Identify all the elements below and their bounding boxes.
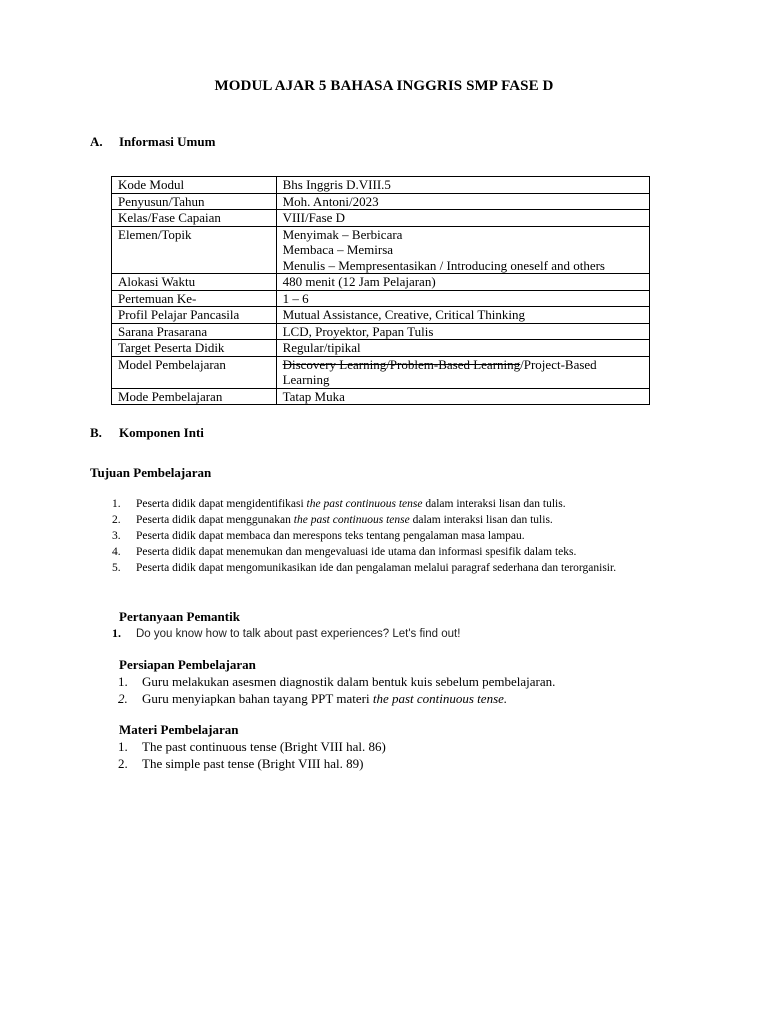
- table-row: [112, 226, 650, 274]
- value-rest: /Project-Based Learning: [282, 356, 597, 387]
- item-italic: the past continuous tense.: [372, 690, 508, 706]
- info-table: [111, 176, 650, 405]
- list-number: 4.: [112, 546, 121, 558]
- row-value-line: Membaca – Memirsa: [282, 242, 394, 257]
- row-value-line: Menyimak – Berbicara: [282, 226, 403, 242]
- section-a-heading: [90, 134, 215, 150]
- table-row: [112, 323, 650, 340]
- row-value: [276, 356, 649, 388]
- list-number: 2.: [118, 690, 128, 706]
- row-key: Model Pembelajaran: [112, 356, 277, 388]
- list-item: [118, 674, 555, 691]
- row-key: Pertemuan Ke-: [112, 290, 277, 307]
- row-key: Mode Pembelajaran: [112, 388, 277, 405]
- tujuan-heading: Tujuan Pembelajaran: [90, 465, 212, 480]
- tujuan-list: [112, 496, 677, 576]
- item-text: Peserta didik dapat menggunakan: [136, 514, 294, 526]
- table-row: [112, 177, 650, 194]
- list-number: 1.: [118, 739, 128, 754]
- row-key: Elemen/Topik: [112, 226, 277, 274]
- table-row: [112, 340, 650, 357]
- row-key: Target Peserta Didik: [112, 340, 277, 357]
- list-number: 2.: [112, 514, 121, 526]
- item-text: Guru melakukan asesmen diagnostik dalam bentuk kuis sebelum pembelajaran.: [142, 674, 556, 689]
- table-row: [112, 356, 650, 388]
- item-italic: the past continuous tense: [306, 498, 423, 510]
- list-item: [118, 756, 386, 773]
- row-value: LCD, Proyektor, Papan Tulis: [276, 323, 649, 340]
- row-key: Kode Modul: [112, 177, 277, 194]
- list-item: [112, 528, 677, 544]
- list-number: 2.: [118, 755, 128, 771]
- pertanyaan-list: [112, 625, 460, 642]
- row-value: Tatap Muka: [276, 388, 649, 405]
- row-value: Regular/tipikal: [276, 340, 649, 357]
- section-a-letter: A.: [90, 134, 103, 149]
- list-item: [112, 496, 677, 512]
- item-text: Peserta didik dapat mengidentifikasi: [136, 498, 307, 510]
- item-text: The past continuous tense (Bright VIII hal. 86): [142, 739, 386, 754]
- row-key: Sarana Prasarana: [112, 323, 277, 340]
- pertanyaan-heading: Pertanyaan Pemantik: [119, 609, 240, 624]
- list-number: 1.: [112, 498, 121, 510]
- persiapan-list: [118, 674, 555, 707]
- table-row: [112, 210, 650, 227]
- table-row: [112, 290, 650, 307]
- row-key: Penyusun/Tahun: [112, 193, 277, 210]
- row-value: VIII/Fase D: [276, 210, 649, 227]
- row-value: 1 – 6: [276, 290, 649, 307]
- table-row: [112, 274, 650, 291]
- table-row: [112, 193, 650, 210]
- table-row: [112, 388, 650, 405]
- list-item: [118, 691, 555, 708]
- row-value: [276, 226, 649, 274]
- item-italic: the past continuous tense: [293, 514, 410, 526]
- item-text: Peserta didik dapat menemukan dan mengevaluasi ide utama dan informasi spesifik dalam teks.: [136, 546, 577, 558]
- row-value: Bhs Inggris D.VIII.5: [276, 177, 649, 194]
- materi-list: [118, 739, 386, 772]
- section-a-title: Informasi Umum: [119, 134, 216, 149]
- row-value: Moh. Antoni/2023: [276, 193, 649, 210]
- item-text-after: dalam interaksi lisan dan tulis.: [409, 514, 553, 526]
- item-text: Guru menyiapkan bahan tayang PPT materi: [142, 690, 373, 706]
- list-item: [112, 512, 677, 528]
- list-number: 1.: [118, 674, 128, 689]
- document-title: MODUL AJAR 5 BAHASA INGGRIS SMP FASE D: [214, 78, 554, 94]
- list-number: 1.: [112, 626, 121, 640]
- list-item: [118, 739, 386, 756]
- row-key: Profil Pelajar Pancasila: [112, 307, 277, 324]
- item-text: Peserta didik dapat mengomunikasikan ide dan pengalaman melalui paragraf sederhana dan terorganisir.: [136, 562, 617, 574]
- section-b-heading: [90, 425, 204, 441]
- item-text-after: dalam interaksi lisan dan tulis.: [422, 498, 566, 510]
- item-text: Do you know how to talk about past experiences? Let's find out!: [136, 628, 461, 640]
- row-key: Alokasi Waktu: [112, 274, 277, 291]
- item-text: The simple past tense (Bright VIII hal. 89): [142, 755, 364, 771]
- persiapan-heading: Persiapan Pembelajaran: [119, 657, 256, 672]
- materi-heading: Materi Pembelajaran: [119, 722, 239, 737]
- item-text: Peserta didik dapat membaca dan merespons teks tentang pengalaman masa lampau.: [136, 530, 525, 542]
- row-value: Mutual Assistance, Creative, Critical Thinking: [276, 307, 649, 324]
- row-value-line: Menulis – Mempresentasikan / Introducing oneself and others: [282, 257, 605, 273]
- list-item: [112, 544, 677, 560]
- row-key: Kelas/Fase Capaian: [112, 210, 277, 227]
- struck-value: Discovery Learning/Problem-Based Learning: [282, 356, 521, 372]
- list-item: [112, 560, 677, 576]
- row-value: 480 menit (12 Jam Pelajaran): [276, 274, 649, 291]
- table-row: [112, 307, 650, 324]
- section-b-title: Komponen Inti: [119, 425, 204, 440]
- list-number: 3.: [112, 530, 121, 542]
- section-b-letter: B.: [90, 425, 102, 440]
- list-number: 5.: [112, 562, 121, 574]
